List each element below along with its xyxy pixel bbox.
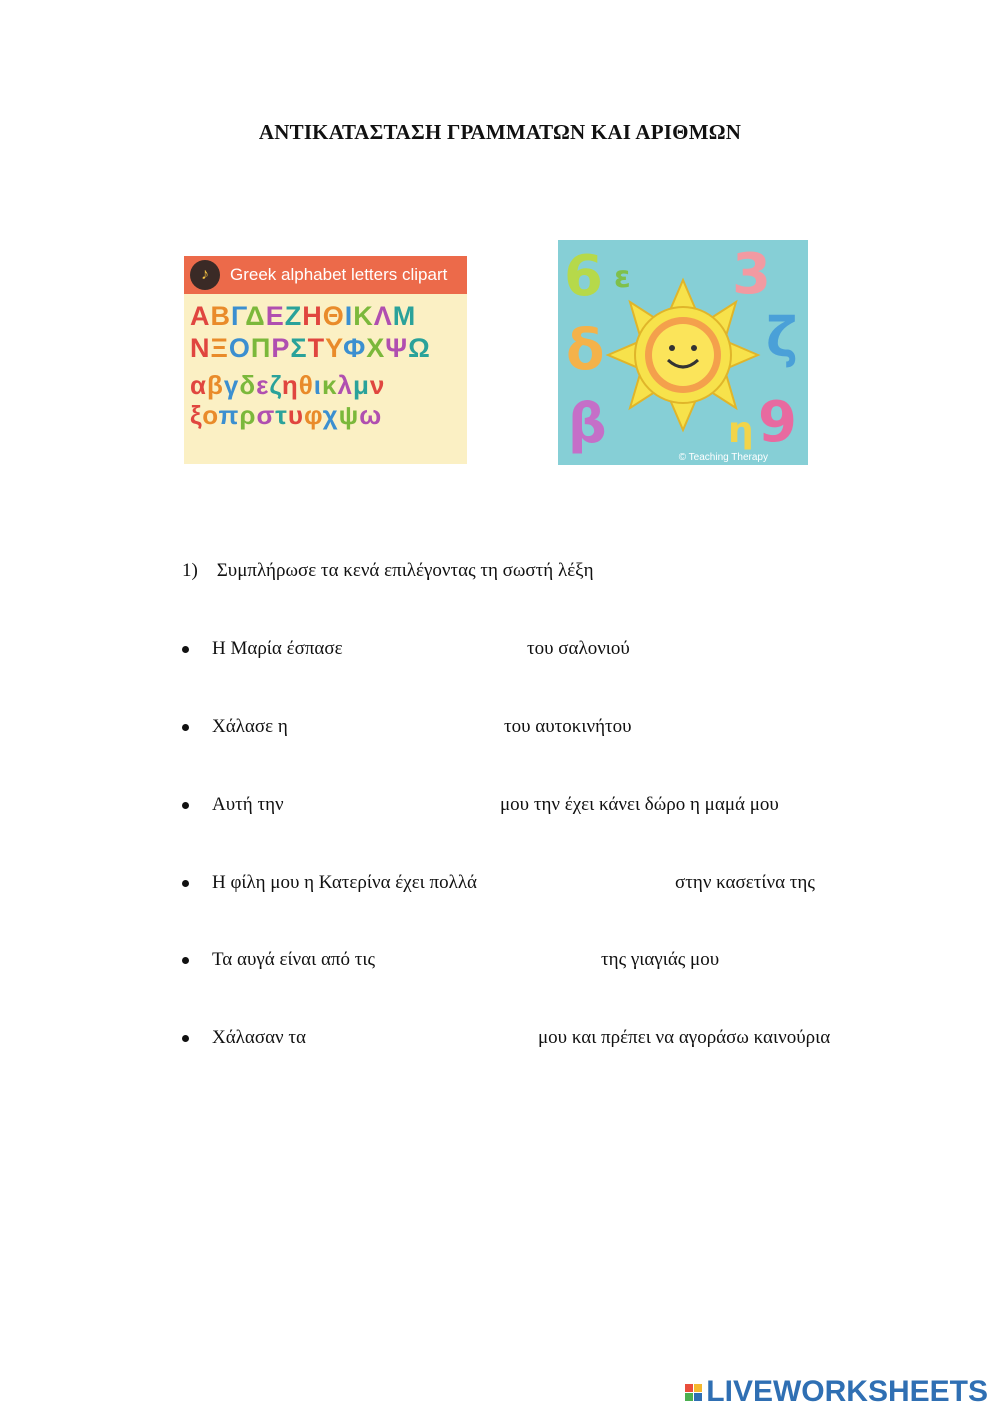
letter: Ξ: [210, 333, 229, 363]
glyph-delta: δ: [566, 318, 605, 383]
glyph-9: 9: [758, 390, 797, 455]
glyph-zeta: ζ: [766, 306, 798, 369]
letter: σ: [256, 400, 276, 430]
sentence-start: Τα αυγά είναι από τις: [212, 949, 376, 970]
sentence-end: μου την έχει κάνει δώρο η μαμά μου: [500, 794, 779, 815]
letter: η: [281, 370, 299, 400]
sentence-item: [182, 949, 902, 973]
sentence-item: [182, 794, 902, 818]
letter: β: [206, 370, 224, 400]
uppercase-row-2: [190, 332, 461, 364]
letter: Υ: [325, 333, 344, 363]
sentence-start: Η Μαρία έσπασε: [212, 638, 343, 659]
logo-icon: [685, 1384, 702, 1401]
sentence-item: [182, 638, 902, 662]
sentence-item: [182, 1027, 902, 1051]
letter: κ: [322, 370, 338, 400]
letter: ε: [256, 370, 270, 400]
sentence-start: Η φίλη μου η Κατερίνα έχει πολλά: [212, 872, 478, 893]
letter: Χ: [366, 333, 386, 363]
letter: θ: [298, 370, 314, 400]
sentence-end: στην κασετίνα της: [675, 872, 815, 893]
letter: Ο: [228, 333, 251, 363]
letter: Ω: [408, 333, 431, 363]
liveworksheets-logo: [685, 1375, 988, 1409]
bullet-icon: [182, 957, 189, 964]
greek-alphabet-image: [184, 256, 467, 464]
bullet-icon: [182, 802, 189, 809]
letter: Η: [302, 301, 323, 331]
sentence-item: [182, 716, 902, 740]
letter: μ: [352, 370, 370, 400]
letter: Π: [250, 333, 272, 363]
letter: Α: [190, 301, 211, 331]
uppercase-row-1: [190, 300, 461, 332]
sentence-item: [182, 872, 902, 896]
question-1: [182, 560, 594, 582]
letter: γ: [223, 370, 240, 400]
lowercase-row-2: [190, 400, 461, 430]
worksheet-title: ΑΝΤΙΚΑΤΑΣΤΑΣΗ ΓΡΑΜΜΑΤΩΝ ΚΑΙ ΑΡΙΘΜΩΝ: [258, 120, 742, 144]
bullet-icon: [182, 1035, 189, 1042]
letter: ω: [359, 400, 383, 430]
answer-blank-3[interactable]: [294, 792, 498, 820]
sentence-start: Αυτή την: [212, 794, 284, 815]
letter: υ: [287, 400, 304, 430]
letter: π: [218, 400, 240, 430]
letter: ο: [202, 400, 219, 430]
letter: Μ: [392, 301, 417, 331]
letter: φ: [303, 400, 323, 430]
bullet-icon: [182, 880, 189, 887]
letter: Δ: [245, 301, 266, 331]
letter: ψ: [338, 400, 360, 430]
letter: ζ: [269, 370, 282, 400]
letter: δ: [239, 370, 257, 400]
answer-blank-5[interactable]: [392, 947, 596, 975]
alphabet-banner-text: Greek alphabet letters clipart: [230, 265, 448, 284]
glyph-6: 6: [564, 244, 603, 309]
letter: Ρ: [271, 333, 291, 363]
letter: Ζ: [284, 301, 303, 331]
glyph-eta: η: [728, 410, 754, 451]
answer-blank-6[interactable]: [317, 1025, 536, 1053]
sentence-end: μου και πρέπει να αγοράσω καινούρια: [538, 1027, 831, 1048]
bell-icon: ♪: [190, 260, 220, 290]
image-credit: © Teaching Therapy: [678, 452, 768, 463]
letter: Ι: [344, 301, 354, 331]
letter: Γ: [231, 301, 246, 331]
letter: Ν: [190, 333, 211, 363]
brand-name: LIVEWORKSHEETS: [706, 1375, 988, 1408]
alphabet-banner: [184, 256, 467, 294]
question-text: Συμπλήρωσε τα κενά επιλέγοντας τη σωστή λέξη: [216, 560, 594, 581]
answer-blank-4[interactable]: [500, 870, 674, 898]
glyph-beta: β: [568, 392, 607, 455]
lowercase-row-1: [190, 370, 461, 400]
letter: τ: [275, 400, 288, 430]
letter: Κ: [353, 301, 374, 331]
sentence-start: Χάλασαν τα: [212, 1027, 306, 1048]
letter: χ: [322, 400, 339, 430]
letter: ν: [369, 370, 386, 400]
glyph-epsilon: ε: [614, 260, 631, 295]
letter: Τ: [307, 333, 326, 363]
letter: ξ: [190, 400, 203, 430]
sentence-end: του αυτοκινήτου: [504, 716, 632, 737]
sentence-end: του σαλονιού: [527, 638, 630, 659]
letter: Θ: [322, 301, 345, 331]
letter: α: [190, 370, 207, 400]
answer-blank-2[interactable]: [297, 714, 501, 742]
letter: Β: [210, 301, 231, 331]
sentence-start: Χάλασε η: [212, 716, 288, 737]
sentence-end: της γιαγιάς μου: [601, 949, 720, 970]
letter: ρ: [239, 400, 257, 430]
letter: Σ: [290, 333, 308, 363]
glyph-3: 3: [732, 242, 771, 307]
bullet-icon: [182, 724, 189, 731]
letter: λ: [337, 370, 353, 400]
letter: ι: [313, 370, 322, 400]
bullet-icon: [182, 646, 189, 653]
sun-numbers-image: [558, 240, 808, 465]
letter: Ψ: [385, 333, 409, 363]
letter: Ε: [265, 301, 285, 331]
answer-blank-1[interactable]: [357, 636, 526, 664]
letter: Φ: [343, 333, 367, 363]
letter: Λ: [373, 301, 393, 331]
question-number: 1): [182, 560, 198, 581]
